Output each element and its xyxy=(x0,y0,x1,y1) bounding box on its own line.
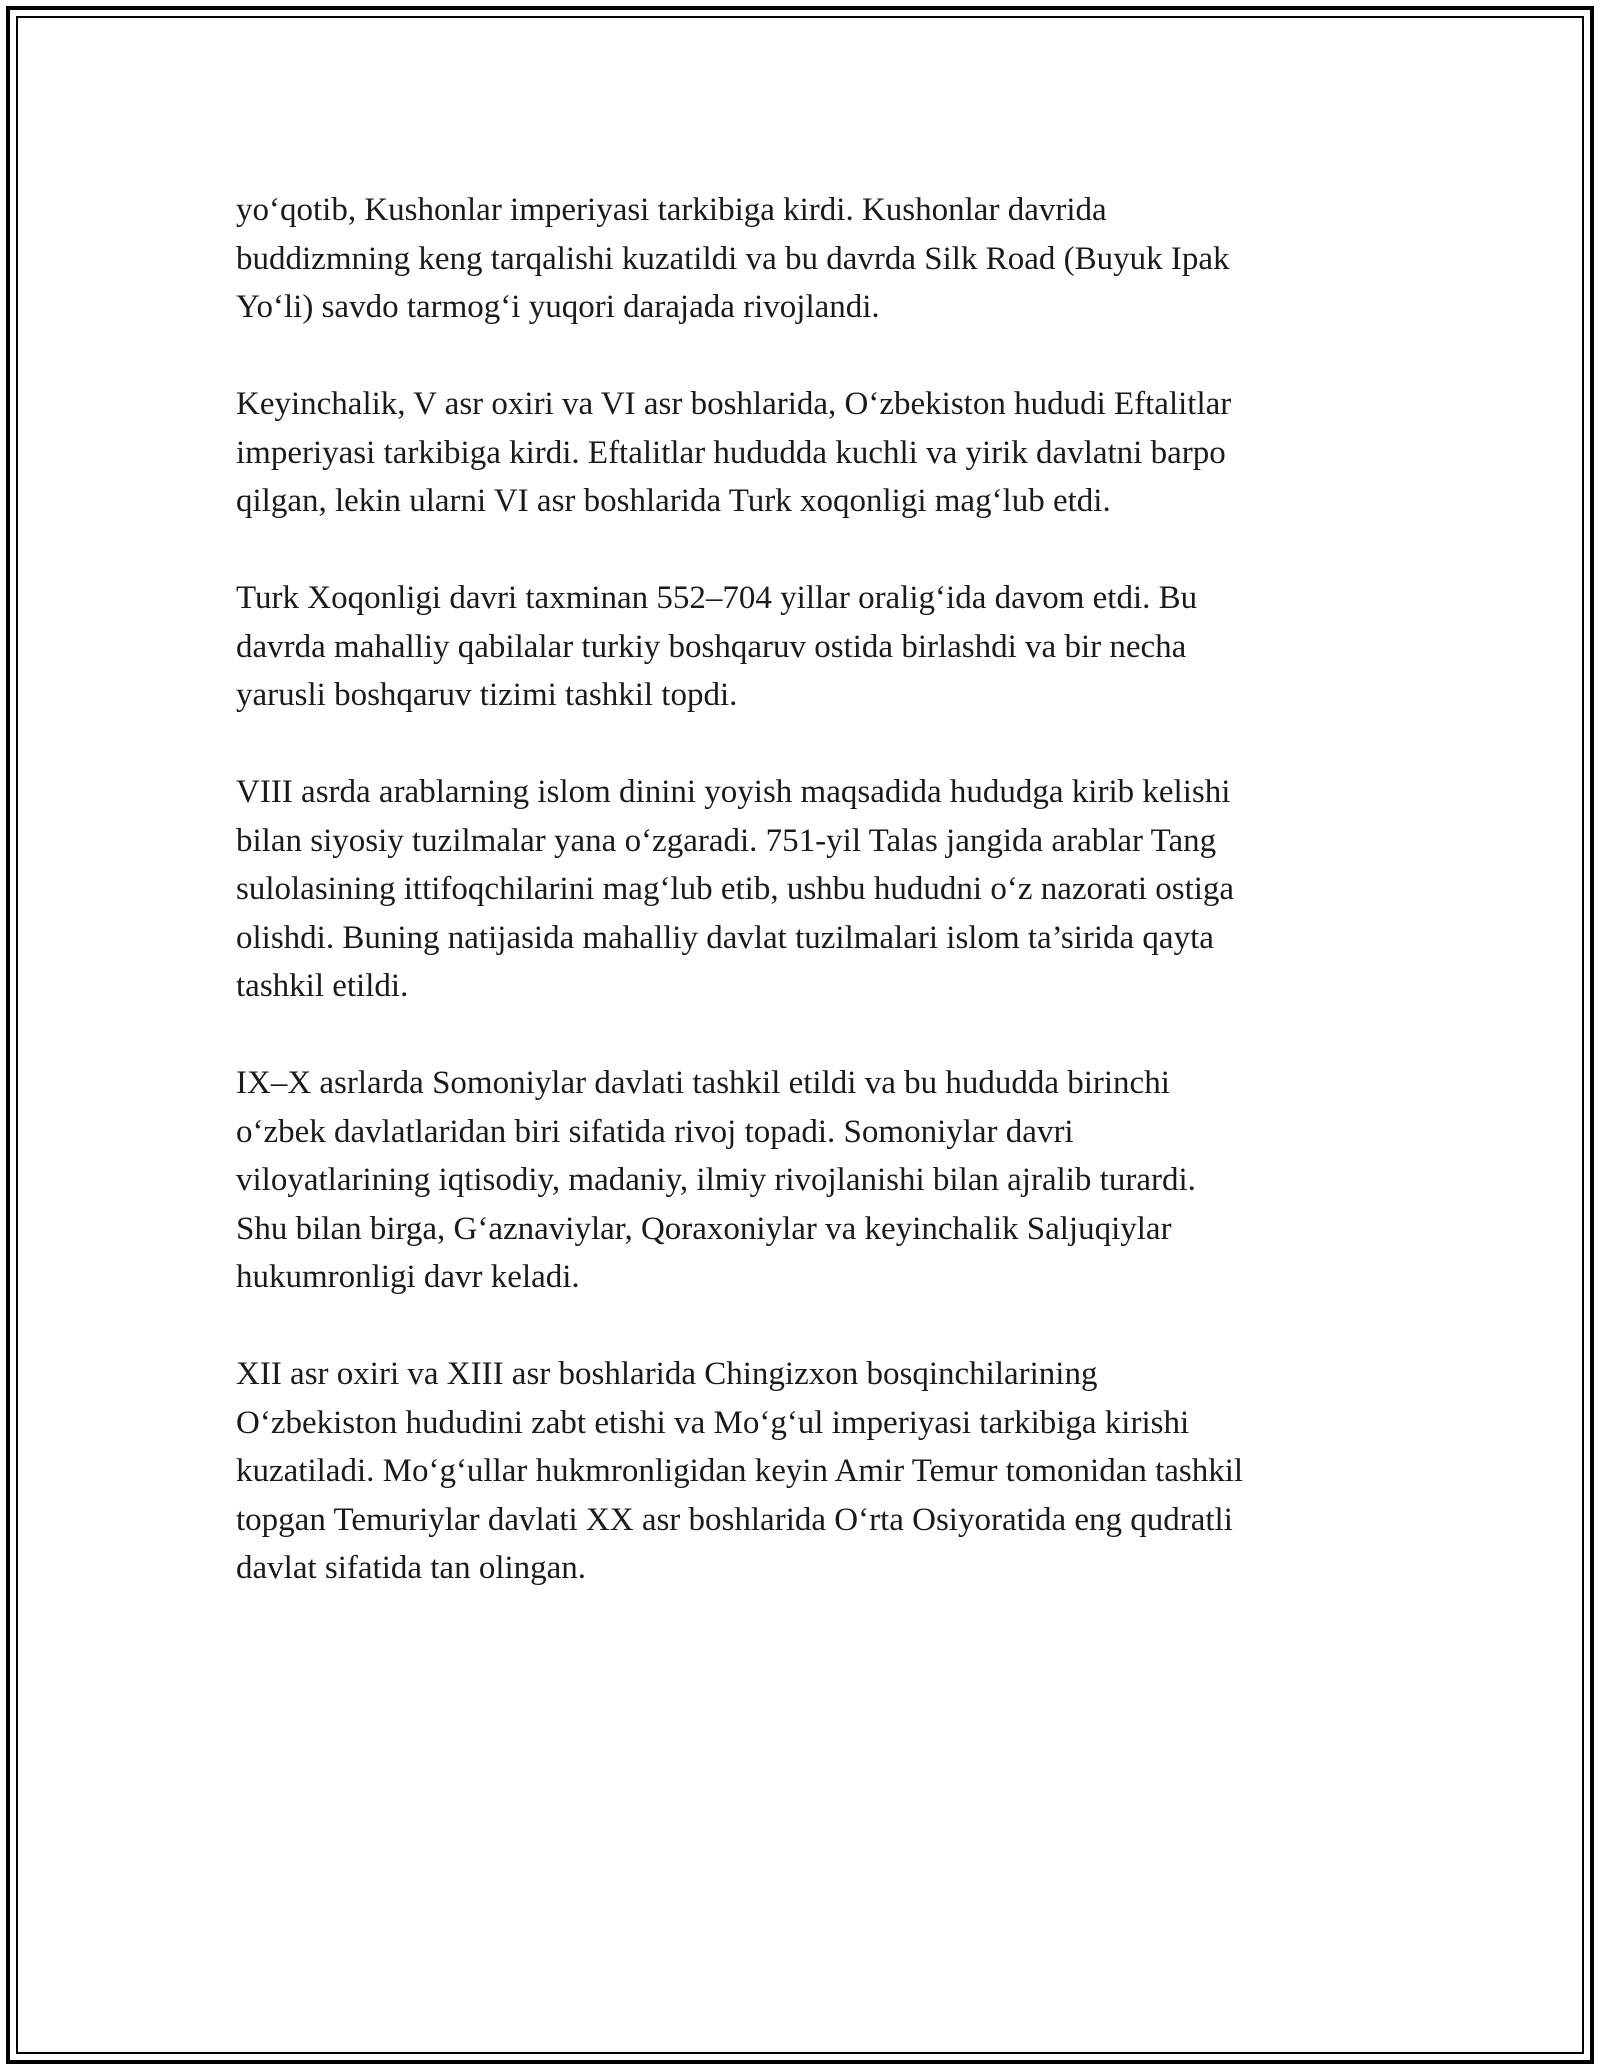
document-body xyxy=(236,186,1366,1641)
paragraph-mongol-timurid: XII asr oxiri va XIII asr boshlarida Chingizxon bosqinchilarining O‘zbekiston hududini zabt etishi va Mo‘g‘ul imperiyasi tarkibiga kirishi kuzatiladi. Mo‘g‘ullar hukmronligidan keyin Amir Temur tomonidan tashkil topgan Temuriylar davlati XX asr boshlarida O‘rta Osiyoratida eng qudratli davlat sifatida tan olingan. xyxy=(236,1356,1244,1586)
paragraph-eftalit-empire: Keyinchalik, V asr oxiri va VI asr boshlarida, O‘zbekiston hududi Eftalitlar imperiyasi tarkibiga kirdi. Eftalitlar hududda kuchli va yirik davlatni barpo qilgan, lekin ularni VI asr boshlarida Turk xoqonligi mag‘lub etdi. xyxy=(236,386,1232,519)
paragraph-samanid-state: IX–X asrlarda Somoniylar davlati tashkil etildi va bu hududda birinchi o‘zbek davlatlaridan biri sifatida rivoj topadi. Somoniylar davri viloyatlarining iqtisodiy, madaniy, ilmiy rivojlanishi bilan ajralib turardi. Shu bilan birga, G‘aznaviylar, Qoraxoniylar va keyinchalik Saljuqiylar hukumronligi davr keladi. xyxy=(236,1065,1196,1295)
paragraph-turk-khaganate: Turk Xoqonligi davri taxminan 552–704 yillar oralig‘ida davom etdi. Bu davrda mahalliy qabilalar turkiy boshqaruv ostida birlashdi va bir necha yarusli boshqaruv tizimi tashkil topdi. xyxy=(236,580,1198,713)
paragraph-kushon-empire: yo‘qotib, Kushonlar imperiyasi tarkibiga kirdi. Kushonlar davrida buddizmning keng tarqalishi kuzatildi va bu davrda Silk Road (Buyuk Ipak Yo‘li) savdo tarmog‘i yuqori darajada rivojlandi. xyxy=(236,192,1230,325)
paragraph-arab-conquest: VIII asrda arablarning islom dinini yoyish maqsadida hududga kirib kelishi bilan siyosiy tuzilmalar yana o‘zgaradi. 751-yil Talas jangida arablar Tang sulolasining ittifoqchilarini mag‘lub etib, ushbu hududni o‘z nazorati ostiga olishdi. Buning natijasida mahalliy davlat tuzilmalari islom ta’sirida qayta tashkil etildi. xyxy=(236,774,1235,1004)
